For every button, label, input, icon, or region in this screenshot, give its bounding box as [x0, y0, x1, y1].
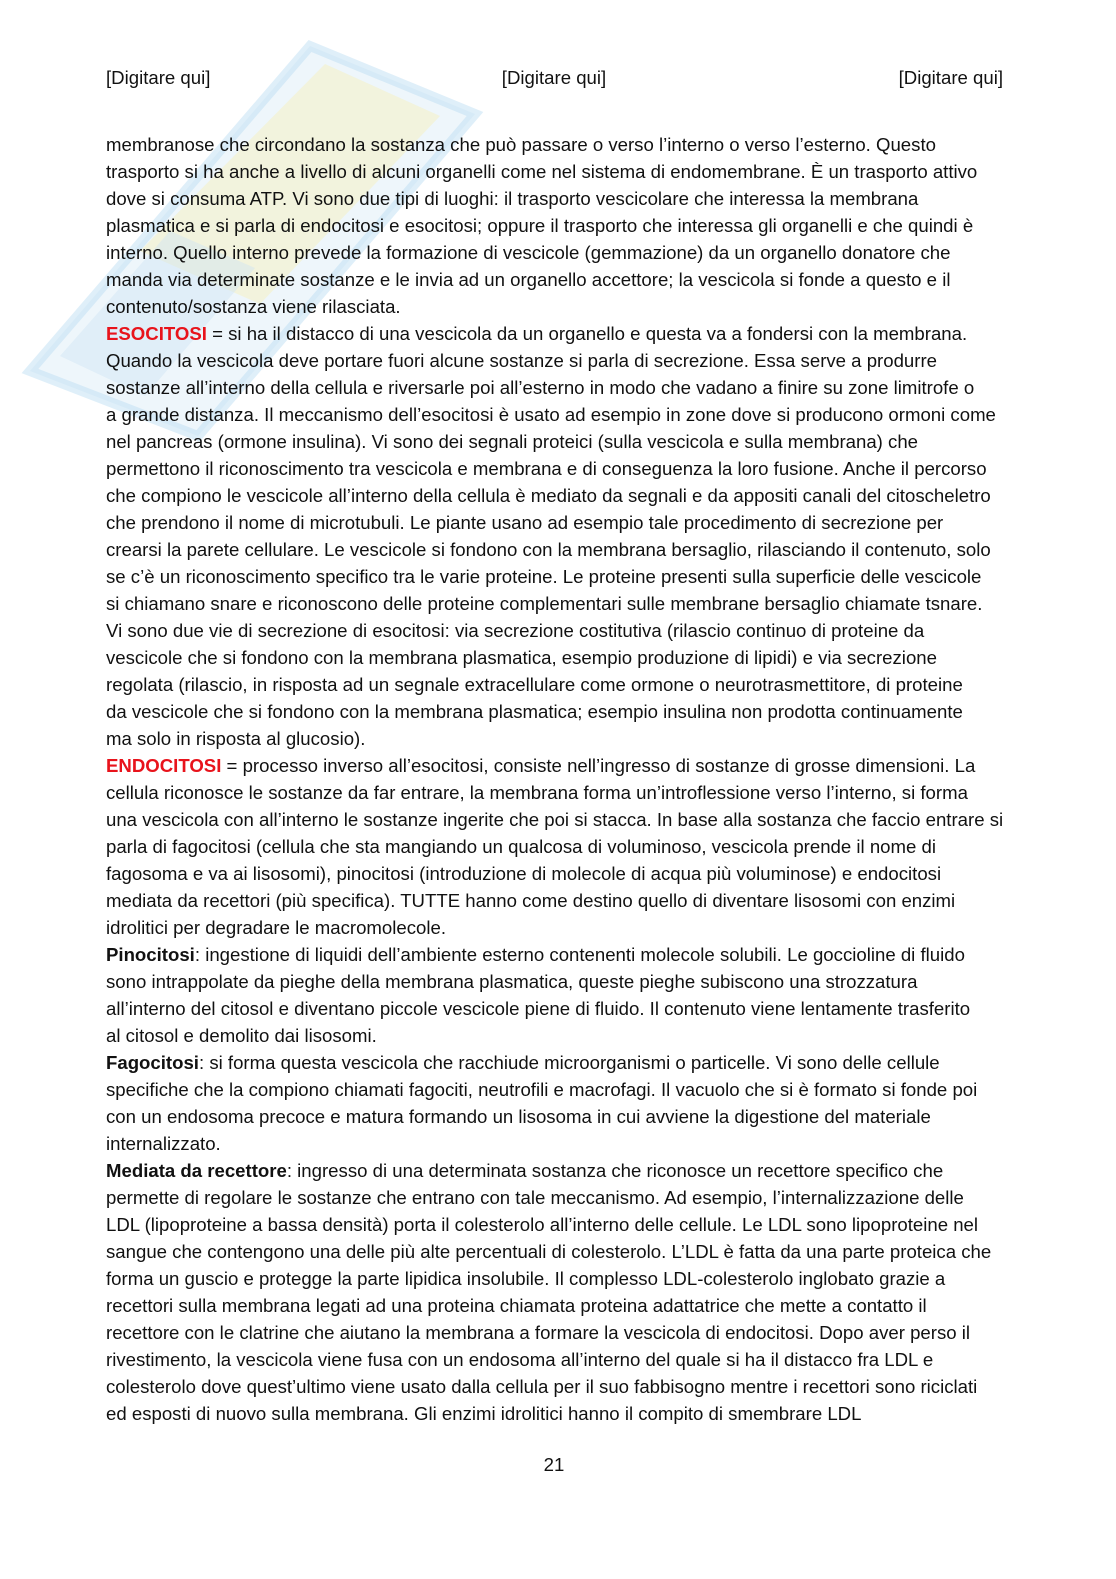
text-line-33: all’interno del citosol e diventano piccole vescicole piene di fluido. Il contenuto viene lentamente trasferito [106, 998, 971, 1019]
header-right: [Digitare qui] [898, 67, 1003, 88]
text-line-1: membranose che circondano la sostanza che può passare o verso l’interno o verso l’esterno. Questo [106, 134, 936, 155]
text-line-18: si chiamano snare e riconoscono delle proteine complementari sulle membrane bersaglio chiamate tsnare. [106, 593, 983, 614]
text-line-48: ed esposti di nuovo sulla membrana. Gli enzimi idrolitici hanno il compito di smembrare LDL [106, 1403, 862, 1424]
text-line-20: vescicole che si fondono con la membrana plasmatica, esempio produzione di lipidi) e via secrezione [106, 647, 937, 668]
text-line-5: interno. Quello interno prevede la formazione di vescicole (gemmazione) da un organello donatore che [106, 242, 951, 263]
text-line-41: LDL (lipoproteine a bassa densità) porta il colesterolo all’interno delle cellule. Le LDL sono lipoproteine nel [106, 1214, 979, 1235]
text-line-39-rest: : ingresso di una determinata sostanza che riconosce un recettore specifico che [286, 1160, 944, 1181]
text-line-13: permettono il riconoscimento tra vescicola e membrana e di conseguenza la loro fusione. Anche il percorso [106, 458, 987, 479]
text-line-14: che compiono le vescicole all’interno della cellula è mediato da segnali e da appositi canali del citoscheletro [106, 485, 991, 506]
text-line-44: recettori sulla membrana legati ad una proteina chiamata proteina adattatrice che mette a contatto il [106, 1295, 927, 1316]
text-line-35-rest: : si forma questa vescicola che racchiude microorganismi o particelle. Vi sono delle cellule [198, 1052, 940, 1073]
text-line-9: Quando la vescicola deve portare fuori alcune sostanze si parla di secrezione. Essa serve a produrre [106, 350, 937, 371]
text-line-23: ma solo in risposta al glucosio). [106, 728, 366, 749]
term-fagocitosi: Fagocitosi [106, 1052, 199, 1073]
term-pinocitosi: Pinocitosi [106, 944, 195, 965]
text-line-24-rest: = processo inverso all’esocitosi, consiste nell’ingresso di sostanze di grosse dimensioni. La [221, 755, 976, 776]
text-line-34: al citosol e demolito dai lisosomi. [106, 1025, 377, 1046]
text-line-15: che prendono il nome di microtubuli. Le piante usano ad esempio tale procedimento di secrezione per [106, 512, 944, 533]
text-line-36: specifiche che la compiono chiamati fagociti, neutrofili e macrofagi. Il vacuolo che si è formato si fonde poi [106, 1079, 978, 1100]
text-line-43: forma un guscio e protegge la parte lipidica insolubile. Il complesso LDL-colesterolo inglobato grazie a [106, 1268, 946, 1289]
text-line-30: idrolitici per degradare le macromolecole. [106, 917, 447, 938]
text-line-46: rivestimento, la vescicola viene fusa con un endosoma all’interno del quale si ha il distacco fra LDL e [106, 1349, 934, 1370]
text-line-45: recettore con le clatrine che aiutano la membrana a formare la vescicola di endocitosi. Dopo aver perso il [106, 1322, 971, 1343]
text-line-38: internalizzato. [106, 1133, 221, 1154]
text-line-39 [106, 1157, 1003, 1184]
text-line-26: una vescicola con all’interno le sostanze ingerite che poi si stacca. In base alla sostanza che faccio entrare si [106, 809, 1004, 830]
text-line-12: nel pancreas (ormone insulina). Vi sono dei segnali proteici (sulla vescicola e sulla membrana) che [106, 431, 918, 452]
text-line-29: mediata da recettori (più specifica). TUTTE hanno come destino quello di diventare lisosomi con enzimi [106, 890, 956, 911]
text-line-21: regolata (rilascio, in risposta ad un segnale extracellulare come ormone o neurotrasmettitore, di proteine [106, 674, 963, 695]
header-left: [Digitare qui] [106, 67, 211, 88]
text-line-8 [106, 320, 1003, 347]
text-line-6: manda via determinate sostanze e le invia ad un organello accettore; la vescicola si fonde a questo e il [106, 269, 951, 290]
text-line-3: dove si consuma ATP. Vi sono due tipi di luoghi: il trasporto vescicolare che interessa la membrana [106, 188, 919, 209]
text-line-31 [106, 941, 1003, 968]
text-line-19: Vi sono due vie di secrezione di esocitosi: via secrezione costitutiva (rilascio continuo di proteine da [106, 620, 925, 641]
term-esocitosi: ESOCITOSI [106, 323, 207, 344]
text-line-4: plasmatica e si parla di endocitosi e esocitosi; oppure il trasporto che interessa gli organelli e che quindi è [106, 215, 974, 236]
text-line-25: cellula riconosce le sostanze da far entrare, la membrana forma un’introflessione verso l’interno, si forma [106, 782, 968, 803]
text-line-17: se c’è un riconoscimento specifico tra le varie proteine. Le proteine presenti sulla superficie delle vescicole [106, 566, 982, 587]
text-line-11: a grande distanza. Il meccanismo dell’esocitosi è usato ad esempio in zone dove si producono ormoni come [106, 404, 996, 425]
term-endocitosi: ENDOCITOSI [106, 755, 222, 776]
page-number: 21 [543, 1454, 565, 1475]
term-mediata-da-recettore: Mediata da recettore [106, 1160, 287, 1181]
text-line-16: crearsi la parete cellulare. Le vescicole si fondono con la membrana bersaglio, rilasciando il contenuto, solo [106, 539, 991, 560]
header-center: [Digitare qui] [501, 67, 607, 88]
text-line-37: con un endosoma precoce e matura formando un lisosoma in cui avviene la digestione del materiale [106, 1106, 931, 1127]
text-line-27: parla di fagocitosi (cellula che sta mangiando un qualcosa di voluminoso, vescicola prende il nome di [106, 836, 936, 857]
text-line-32: sono intrappolate da pieghe della membrana plasmatica, queste pieghe subiscono una strozzatura [106, 971, 918, 992]
text-line-42: sangue che contengono una delle più alte percentuali di colesterolo. L’LDL è fatta da una parte proteica che [106, 1241, 992, 1262]
text-line-47: colesterolo dove quest’ultimo viene usato dalla cellula per il suo fabbisogno mentre i recettori sono riciclati [106, 1376, 978, 1397]
text-line-10: sostanze all’interno della cellula e riversarle poi all’esterno in modo che vadano a finire su zone limitrofe o [106, 377, 975, 398]
text-line-31-rest: : ingestione di liquidi dell’ambiente esterno contenenti molecole solubili. Le goccioline di fluido [194, 944, 965, 965]
text-line-40: permette di regolare le sostanze che entrano con tale meccanismo. Ad esempio, l’internalizzazione delle [106, 1187, 964, 1208]
text-line-22: da vescicole che si fondono con la membrana plasmatica; esempio insulina non prodotta continuamente [106, 701, 963, 722]
text-line-2: trasporto si ha anche a livello di alcuni organelli come nel sistema di endomembrane. È un trasporto attivo [106, 161, 978, 182]
text-line-7: contenuto/sostanza viene rilasciata. [106, 296, 401, 317]
text-line-35 [106, 1049, 1003, 1076]
text-line-8-rest: = si ha il distacco di una vescicola da un organello e questa va a fondersi con la membrana. [206, 323, 968, 344]
text-line-28: fagosoma e va ai lisosomi), pinocitosi (introduzione di molecole di acqua più voluminose) e endocitosi [106, 863, 942, 884]
document-body [106, 131, 1003, 1427]
text-line-24 [106, 752, 1003, 779]
